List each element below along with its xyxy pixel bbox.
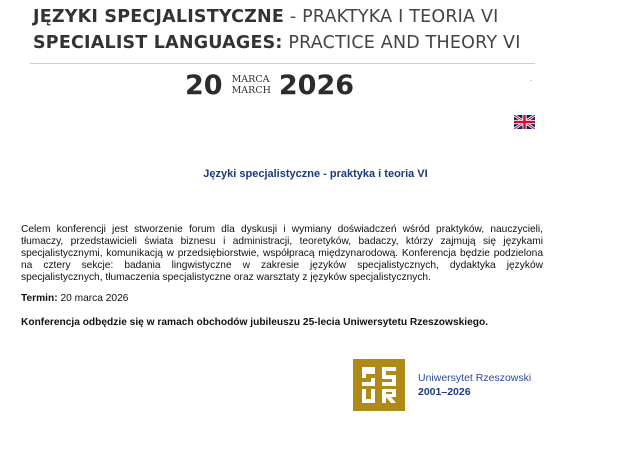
logo-years: 2001–2026 (418, 386, 471, 398)
intro-paragraph: Celem konferencji jest stworzenie forum dla dyskusji i wymiany doświadczeń wśród praktyków, nauczycieli, tłumaczy, przedstawicieli świata biznesu i administracji, teoretyków, badaczy, którzy zajmują się językami specjalistycznymi, komunikacją w przedsiębiorstwie, współpracą międzynarodową. Konferencja będzie podzielona na cztery sekcje: badania lingwistyczne w zakresie języków specjalistycznych, dydaktyka języków specjalistycznych, tłumaczenia specjalistyczne oraz warsztaty z języków specjalistycznych. (21, 224, 543, 283)
uk-flag-icon (514, 115, 535, 129)
term-value: 20 marca 2026 (60, 293, 129, 304)
conference-banner (0, 0, 631, 110)
banner-title-english (33, 33, 521, 53)
english-language-link[interactable] (514, 115, 535, 129)
conference-term (21, 293, 543, 305)
date-month-english: MARCH (231, 85, 271, 96)
logo-mark-icon (353, 359, 405, 411)
main-content (21, 224, 543, 329)
logo-25-ur-icon (353, 359, 405, 411)
banner-title-polish-bold: JĘZYKI SPECJALISTYCZNE (33, 7, 285, 27)
banner-title-polish-light: - PRAKTYKA I TEORIA VI (289, 7, 499, 27)
banner-title-polish (33, 7, 499, 27)
page-title: Języki specjalistyczne - praktyka i teoria VI (203, 168, 428, 180)
date-months (232, 74, 271, 96)
anniversary-note: Konferencja odbędzie się w ramach obchodów jubileuszu 25-lecia Uniwersytetu Rzeszowskiego. (21, 317, 489, 328)
banner-title-english-bold: SPECIALIST LANGUAGES: (33, 33, 283, 53)
logo-university-name: Uniwersytet Rzeszowski (418, 372, 532, 384)
logo-text (418, 371, 531, 399)
banner-title-english-light: PRACTICE AND THEORY VI (288, 33, 521, 53)
banner-divider (30, 63, 535, 64)
date-day: 20 (185, 69, 223, 101)
banner-dot: . (530, 74, 533, 83)
banner-date (185, 68, 354, 102)
date-year: 2026 (278, 69, 355, 101)
date-month-polish: MARCA (231, 74, 270, 85)
university-logo (353, 359, 531, 411)
term-label: Termin: (21, 293, 58, 304)
